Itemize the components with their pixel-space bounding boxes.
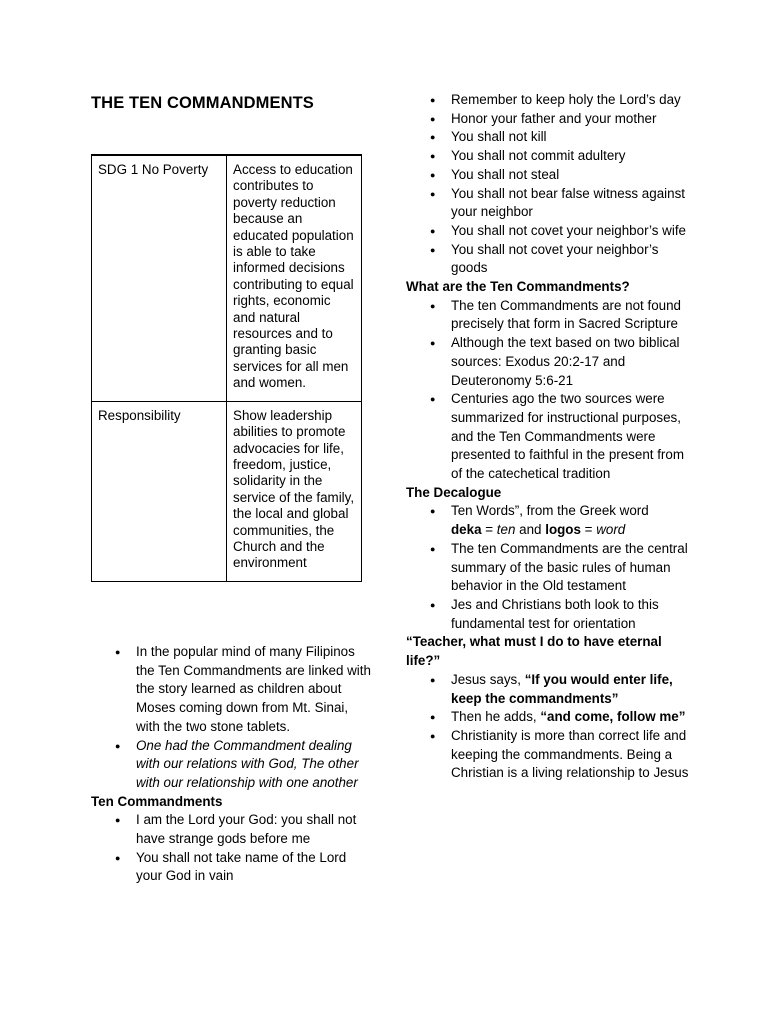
what-are-list (406, 297, 696, 484)
commandments-list-continued (406, 91, 696, 278)
table-row (92, 155, 362, 401)
equals-sign: = (580, 522, 597, 538)
list-item: ● Centuries ago the two sources were summarized for instructional purposes, and the Ten Commandments were presented to faithful in the present from of the catechetical tradition (406, 390, 696, 484)
decalogue-text: Ten Words”, from the Greek word (451, 503, 649, 519)
table-cell-text: Access to education contributes to poverty reduction because an educated population is able to take informed decisions contributing to equal rights, economic and natural resources and to granting basic services for all men and women. (227, 155, 362, 401)
list-item: ● The ten Commandments are the central summary of the basic rules of human behavior in the Old testament (406, 540, 696, 596)
quote-bold: “and come, follow me” (540, 709, 686, 725)
list-item: ● You shall not take name of the Lord your God in vain (91, 849, 371, 886)
list-item (406, 502, 696, 539)
list-item: ● You shall not bear false witness against your neighbor (406, 185, 696, 222)
equals-sign: = (481, 522, 497, 538)
greek-word-deka: deka (451, 522, 482, 538)
list-item: ● Jes and Christians both look to this fundamental test for orientation (406, 596, 696, 633)
list-item: ● In the popular mind of many Filipinos the Ten Commandments are linked with the story learned as children about Moses coming down from Mt. Sinai, with the two stone tablets. (91, 643, 371, 737)
section-heading-ten-commandments: Ten Commandments (91, 793, 223, 809)
list-item: ● You shall not covet your neighbor’s goods (406, 241, 696, 278)
section-heading-teacher-question: “Teacher, what must I do to have eternal life?” (406, 634, 662, 669)
teacher-list (406, 671, 696, 783)
list-item (406, 671, 696, 708)
meaning-ten: ten (496, 522, 516, 538)
list-item: ● Christianity is more than correct life and keeping the commandments. Being a Christian is a living relationship to Jesus (406, 727, 696, 783)
list-item-text: Jesus says, (451, 671, 525, 687)
page-title: THE TEN COMMANDMENTS (91, 94, 314, 112)
list-item: ● You shall not kill (406, 128, 696, 147)
right-column (406, 91, 696, 783)
list-item: ● I am the Lord your God: you shall not have strange gods before me (91, 811, 371, 848)
list-item: ● You shall not steal (406, 166, 696, 185)
list-item: ● Honor your father and your mother (406, 110, 696, 129)
list-item: ● Although the text based on two biblical sources: Exodus 20:2-17 and Deuteronomy 5:6-21 (406, 334, 696, 390)
list-item-text: Then he adds, (451, 709, 541, 725)
sdg-table (91, 154, 362, 582)
list-item: ● You shall not covet your neighbor’s wife (406, 222, 696, 241)
decalogue-list (406, 502, 696, 633)
intro-bullet-list (91, 643, 371, 793)
table-cell-label: SDG 1 No Poverty (92, 155, 227, 401)
list-item: ● One had the Commandment dealing with our relations with God, The other with our relationship with one another (91, 737, 371, 793)
conjunction: and (515, 522, 546, 538)
quote-bold: “If you would enter life, keep the commandments” (451, 671, 673, 706)
section-heading-decalogue: The Decalogue (406, 484, 502, 500)
list-item (406, 708, 696, 727)
list-item: ● You shall not commit adultery (406, 147, 696, 166)
table-row (92, 401, 362, 581)
left-lower-section (91, 643, 371, 886)
commandments-list (91, 811, 371, 886)
list-item: ● Remember to keep holy the Lord’s day (406, 91, 696, 110)
table-cell-text: Show leadership abilities to promote advocacies for life, freedom, justice, solidarity in the service of the family, the local and global communities, the Church and the environment (227, 401, 362, 581)
table-cell-label: Responsibility (92, 401, 227, 581)
greek-word-logos: logos (545, 522, 581, 538)
list-item: ● The ten Commandments are not found precisely that form in Sacred Scripture (406, 297, 696, 334)
meaning-word: word (596, 522, 626, 538)
section-heading-what-are: What are the Ten Commandments? (406, 279, 630, 295)
